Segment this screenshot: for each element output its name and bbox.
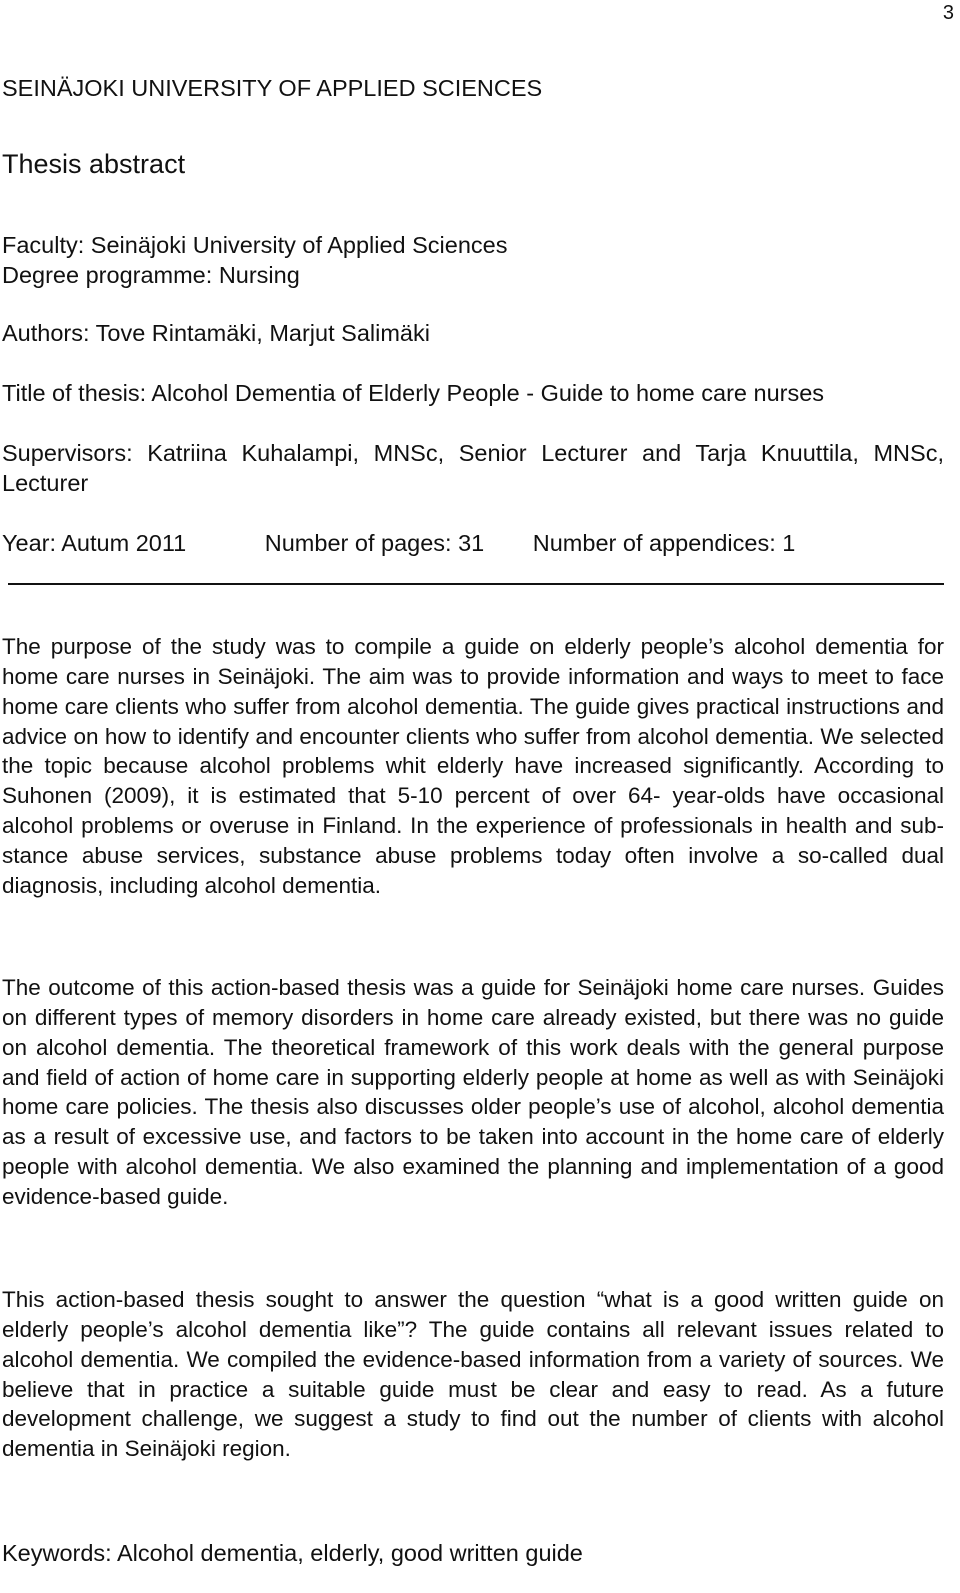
year-pages-row bbox=[2, 529, 795, 557]
abstract-paragraph-3: This action-based thesis sought to answer the question “what is a good written guide on elderly people’s alcohol dementia like”? The guide contains all relevant issues related to alcohol dementia. We compiled the evidence-based information from a variety of sources. We believe that in practice a suitable guide must be clear and easy to read. As a future development challenge, we suggest a study to find out the number of clients with alcohol dementia in Seinäjoki region. bbox=[2, 1287, 944, 1462]
year-field: Year: Autum 2011 bbox=[2, 530, 187, 556]
pages-field: Number of pages: 31 bbox=[264, 530, 485, 556]
degree-programme-line: Degree programme: Nursing bbox=[2, 262, 300, 288]
keywords-line: Keywords: Alcohol dementia, elderly, good written guide bbox=[2, 1540, 583, 1566]
abstract-paragraph-1: The purpose of the study was to compile a guide on elderly people’s alcohol dementia for home care nurses in Seinäjoki. The aim was to provide information and ways to meet to face home care clients who suffer from alcohol dementia. The guide gives practical instructions and advice on how to identify and encounter clients who suffer from alcohol dementia. We selected the topic because alcohol problems whit elderly have increased significantly. According to Suhonen (2009), it is estimated that 5-10 percent of over 64- year-olds have occasional alcohol problems or overuse in Finland. In the experience of professionals in health and substance abuse services, substance abuse problems today often involve a so-called dual diagnosis, including alcohol dementia. bbox=[2, 634, 944, 898]
thesis-title-line: Title of thesis: Alcohol Dementia of Elderly People - Guide to home care nurses bbox=[2, 380, 825, 406]
abstract-paragraph-2: The outcome of this action-based thesis was a guide for Seinäjoki home care nurses. Guides on different types of memory disorders in home care already existed, but there was no guide on alcohol dementia. The theoretical framework of this work deals with the general purpose and field of action of home care in supporting elderly people at home as well as with Seinäjoki home care policies. The thesis also discusses older people’s use of alcohol, alcohol dementia as a result of excessive use, and factors to be taken into account in the home care of elderly people with alcohol dementia. We also examined the planning and implementation of a good evidence-based guide. bbox=[2, 975, 944, 1209]
document-title: Thesis abstract bbox=[2, 149, 186, 179]
divider-rule bbox=[8, 583, 944, 585]
faculty-line: Faculty: Seinäjoki University of Applied Sciences bbox=[2, 232, 508, 258]
appendices-field: Number of appendices: 1 bbox=[532, 530, 796, 556]
page-number: 3 bbox=[942, 2, 954, 24]
institution-name: SEINÄJOKI UNIVERSITY OF APPLIED SCIENCES bbox=[2, 75, 543, 101]
supervisors-line: Supervisors: Katriina Kuhalampi, MNSc, Senior Lecturer and Tarja Knuuttila, MNSc, Lecturer bbox=[2, 440, 944, 496]
authors-line: Authors: Tove Rintamäki, Marjut Salimäki bbox=[2, 320, 430, 346]
